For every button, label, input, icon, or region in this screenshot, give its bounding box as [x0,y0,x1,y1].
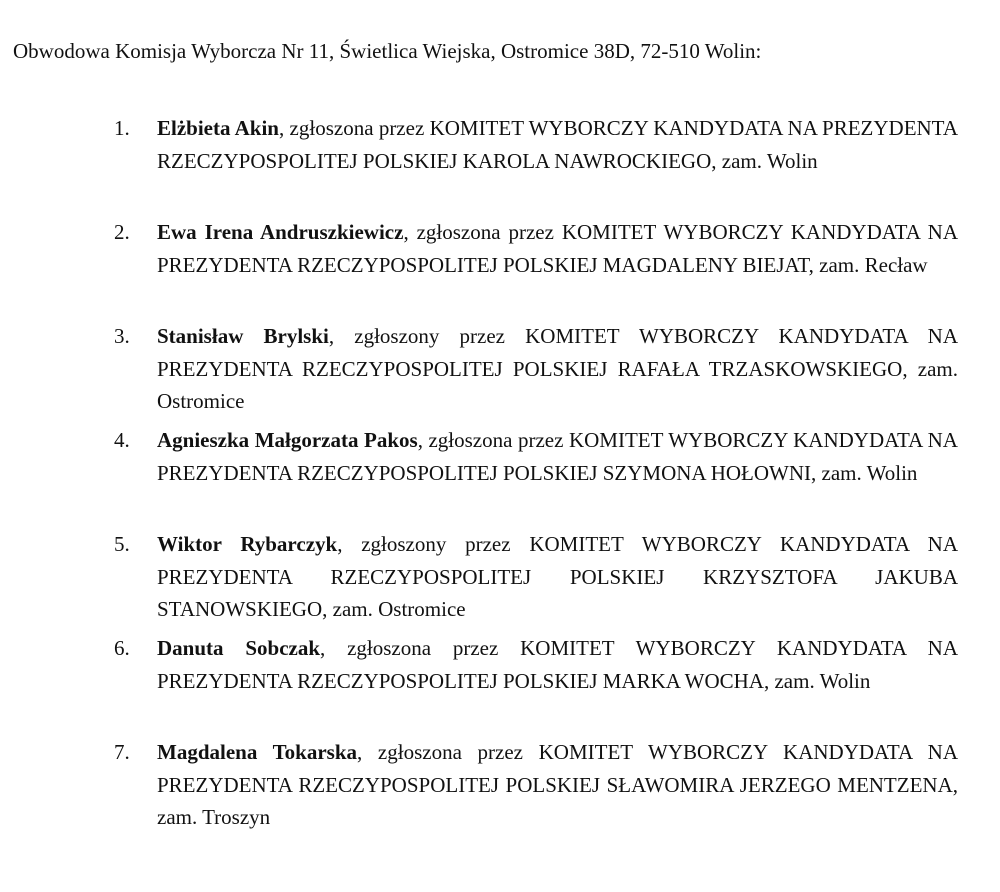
item-number: 6. [114,636,130,660]
member-entry [157,320,958,418]
member-entry [157,736,958,834]
residence-text: , zam. Wolin [811,460,918,485]
submitted-by-text: , zgłoszona przez KOMITET WYBORCZY KANDYDATA NA PREZYDENTA RZECZYPOSPOLITEJ POLSKIEJ MAGDALENY BIEJAT [157,220,958,277]
submitted-by-text: , zgłoszony przez KOMITET WYBORCZY KANDYDATA NA PREZYDENTA RZECZYPOSPOLITEJ POLSKIEJ KRZYSZTOFA JAKUBA STANOWSKIEGO [157,532,959,621]
member-entry [157,424,958,489]
residence-text: , zam. Troszyn [157,772,958,829]
submitted-by-text: , zgłoszona przez KOMITET WYBORCZY KANDYDATA NA PREZYDENTA RZECZYPOSPOLITEJ POLSKIEJ KAROLA NAWROCKIEGO [157,116,958,173]
member-name: Wiktor Rybarczyk [157,532,338,556]
member-name: Ewa Irena Andruszkiewicz [157,220,404,244]
item-number: 1. [114,116,130,140]
member-entry [157,528,958,626]
item-number: 4. [114,428,130,452]
residence-text: , zam. Wolin [711,148,818,173]
submitted-by-text: , zgłoszona przez KOMITET WYBORCZY KANDYDATA NA PREZYDENTA RZECZYPOSPOLITEJ POLSKIEJ MARKA WOCHA [157,636,958,693]
commission-heading: Obwodowa Komisja Wyborcza Nr 11, Świetlica Wiejska, Ostromice 38D, 72-510 Wolin: [13,39,762,63]
residence-text: , zam. Ostromice [157,356,958,413]
residence-text: , zam. Ostromice [322,597,466,621]
residence-text: , zam. Recław [808,252,928,277]
member-name: Elżbieta Akin [157,116,279,140]
member-entry [157,112,958,177]
item-number: 5. [114,532,130,556]
member-name: Stanisław Brylski [157,324,329,348]
residence-text: , zam. Wolin [763,668,871,693]
submitted-by-text: , zgłoszony przez KOMITET WYBORCZY KANDYDATA NA PREZYDENTA RZECZYPOSPOLITEJ POLSKIEJ RAFAŁA TRZASKOWSKIEGO [157,324,958,381]
list-item [0,112,1000,216]
member-entry [157,216,958,281]
submitted-by-text: , zgłoszona przez KOMITET WYBORCZY KANDYDATA NA PREZYDENTA RZECZYPOSPOLITEJ POLSKIEJ SŁAWOMIRA JERZEGO MENTZENA [157,740,958,797]
list-item [0,736,1000,840]
list-item [0,424,1000,528]
submitted-by-text: , zgłoszona przez KOMITET WYBORCZY KANDYDATA NA PREZYDENTA RZECZYPOSPOLITEJ POLSKIEJ SZYMONA HOŁOWNI [157,428,958,485]
member-name: Agnieszka Małgorzata Pakos [157,428,418,452]
list-item [0,216,1000,320]
member-name: Magdalena Tokarska [157,740,358,764]
member-list [0,112,1000,840]
item-number: 3. [114,324,130,348]
member-name: Danuta Sobczak [157,636,321,660]
list-item [0,320,1000,424]
item-number: 2. [114,220,130,244]
list-item [0,632,1000,736]
member-entry [157,632,958,697]
item-number: 7. [114,740,130,764]
list-item [0,528,1000,632]
